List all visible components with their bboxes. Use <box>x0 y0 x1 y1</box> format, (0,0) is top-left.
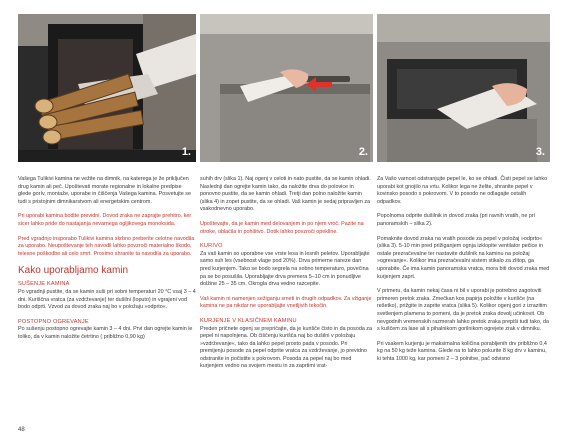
paragraph: Preden pričnete ogenj se prepričajte, da je kurišče čisto in da posoda za pepel ni napolnjena. Ob čiščenju kurišča naj bo dušilni v položaju »vzdrževanje«, tako da lahko pepel prosto pada v posodo. Pri premijenju posode za pepel odprite vratca za vzdrževanje, jo previdno odstranite in počistite s pokrovom. Posoda za pepel naj bo med kurjenjem vedno na svojem mestu in za zaprtimi vrat- <box>200 325 373 370</box>
text-column-1 <box>18 176 196 349</box>
warning-paragraph: Pred vgradnjo insporabo Tulikivi kamina skrbno preberite celotne navodila za uporabo. Neupoštevanje teh navodil lahko povzroči materialno škodo, telesne poškodbe ali celo smrt. Prosimo shranite ta navodila za uporabo. <box>18 235 195 257</box>
paragraph: Po sušenju postopno ogrevajte kamin 3 – 4 dni. Prvi dan ogrejte kamin le toliko, da v kamin naložite četrtino ( približno 0,90 kg) <box>18 326 193 340</box>
photo-loading-wood <box>18 14 196 162</box>
subheading-heating: POSTOPNO OGREVANJE <box>18 318 89 325</box>
section-heading: Kako uporabljamo kamin <box>18 265 129 277</box>
paragraph: Po vgradnji pustite, da se kamin suši pri sobni temperaturi 20 °C vsaj 3 – 4 dni. Kuriščna vratca (za vzdrževanje) ter dušilni (loputo) in vgrajeni vod bodo odprti. Vzvod za dovod zraka naj bo v položaju »odprto«. <box>18 288 196 311</box>
paragraph: Pomaknite dovod zraka na vratih posode za pepel v položaj »odprto« (slika 3). 5-10 min pred prižiganjem ognja izklopite ventilator pečice in ostale prezračevalne ter nastavite dušilnik na kaminu na položaj »ogrevanje«. Kolikor ima prezračevalni sistem stikalo za zlitop, ga uporabite. Če ima kamin panoramska vratca, mora biti dovod zraka med kurjenjem zaprt. <box>377 235 550 280</box>
paragraph: Pri vsakem kurjenju je maksimalna količina porabljenih drv približno 0,4 kg na 50 kg teže kamina. Glede na to lahko pokurite 8 kg drv v kaminu, ki tehta 1000 kg, kar pomeni 2 – 3 polnitve, pač odvisno <box>377 340 547 362</box>
warning-paragraph: Pri uporabi kamina bodite previdni. Dovod zraka ne zaprajte prehitro, ker sicer lahko pride do nastajanja nevarnega ogljikovega monoksida. <box>18 213 192 227</box>
photo-number-3: 3. <box>535 146 545 158</box>
text-column-2 <box>200 176 373 378</box>
text-column-3 <box>377 176 550 370</box>
paragraph: Za vaš kamin so uporabne vse vrste lesa in lesnih peletov. Uporabljajte samo suh les (vsebnost vlage pod 20%). Drva primerne nareze dan pred kurjenjem. Tako se bodo segrela na sobno temperaturo, povečina pa se bo posušila. Uporabljajte drva premera 5–10 cm in ponudljive dolžine 25 – 35 cm. Okrogla drva vedno razcepite. <box>200 250 370 288</box>
photo-ash-door <box>377 14 550 162</box>
photo-number-2: 2. <box>358 146 368 158</box>
subheading-drying: SUŠENJE KAMINA <box>18 281 70 288</box>
paragraph: V primeru, da kamin nekaj časa ni bil v uporabi je potrebno zagotoviti primeren pretok zraka. Zmečkan kos papirja položite v kurišče (na rešetko), prižgite in zaprite vratca (slika 5). Kolikor ogenj gori z izrazitim svetlenjem plamena to pomeni, da je pretok zraka dovolj učinkovit. Ob nevgodnih vremenskih razmerah lahko pretok zraka prepiši tudi tako, da s kuščem za lase ali s pihalnikom gorilnikom ogrejete zrak v dimniku. <box>377 288 549 333</box>
page-number: 48 <box>18 427 25 433</box>
subheading-firing: KURJENJE V KLASIČNEM KAMINU <box>200 317 297 324</box>
warning-paragraph: Upoštevajte, da je kamin med delovanjem in po njem vroč. Pazite na otroke, oblačila in pohištvo. Dotik lahko povzroči opekline. <box>200 220 364 235</box>
subheading-fuel: KURIVO <box>200 243 223 250</box>
warning-paragraph: Vaš kamin ni namenjen sežiganju smeti in drugih odpadkov. Za vžiganje kamina ne pa nikdar ne uporabljajte vnetljivih tekočin. <box>200 295 372 310</box>
paragraph: suhih drv (slika 1). Naj ogenj v celoti in nato pustite, da se kamin ohladi. Naslednji dan ogrejte kamin tako, da naložite drva do polovice in ponovno pustite, da se kamin ohladi. Tretji dan polno naložite kamin (slika 4) in zopet pustite, da se ohladi. Vaš kamin je sedaj pripravljen za vsakodnevno uporabo. <box>200 176 371 213</box>
paragraph: Popolnoma odprite dušilnik in dovod zraka (pri ravnih vratih, ne pri panoramskih – slika 2). <box>377 213 535 227</box>
paragraph: Vašega Tulikivi kamina ne vežite na dimnik, na katerega je že priključen drug kamin ali peč. Upoštevati morate regionalne in lokalne predpise glede gorív, montaže, uporabe in čiščenja Vašega kamina. Posvetujte se tudi s pristojnim dimnikarstvom ali energetskim centrom. <box>18 176 191 205</box>
photo-number-1: 1. <box>181 146 191 158</box>
photo-damper <box>200 14 373 162</box>
paragraph: Za Vašo varnost odstranjujte pepel le, ko se ohladi. Čisti pepel se lahko uporabi kot gnojilo na vrtu. Kolikor lega ne želite, shranite pepel v kovinsko posodo s pokrovom. V to posodo ne odlagajte ostalih odpadkov. <box>377 176 548 205</box>
